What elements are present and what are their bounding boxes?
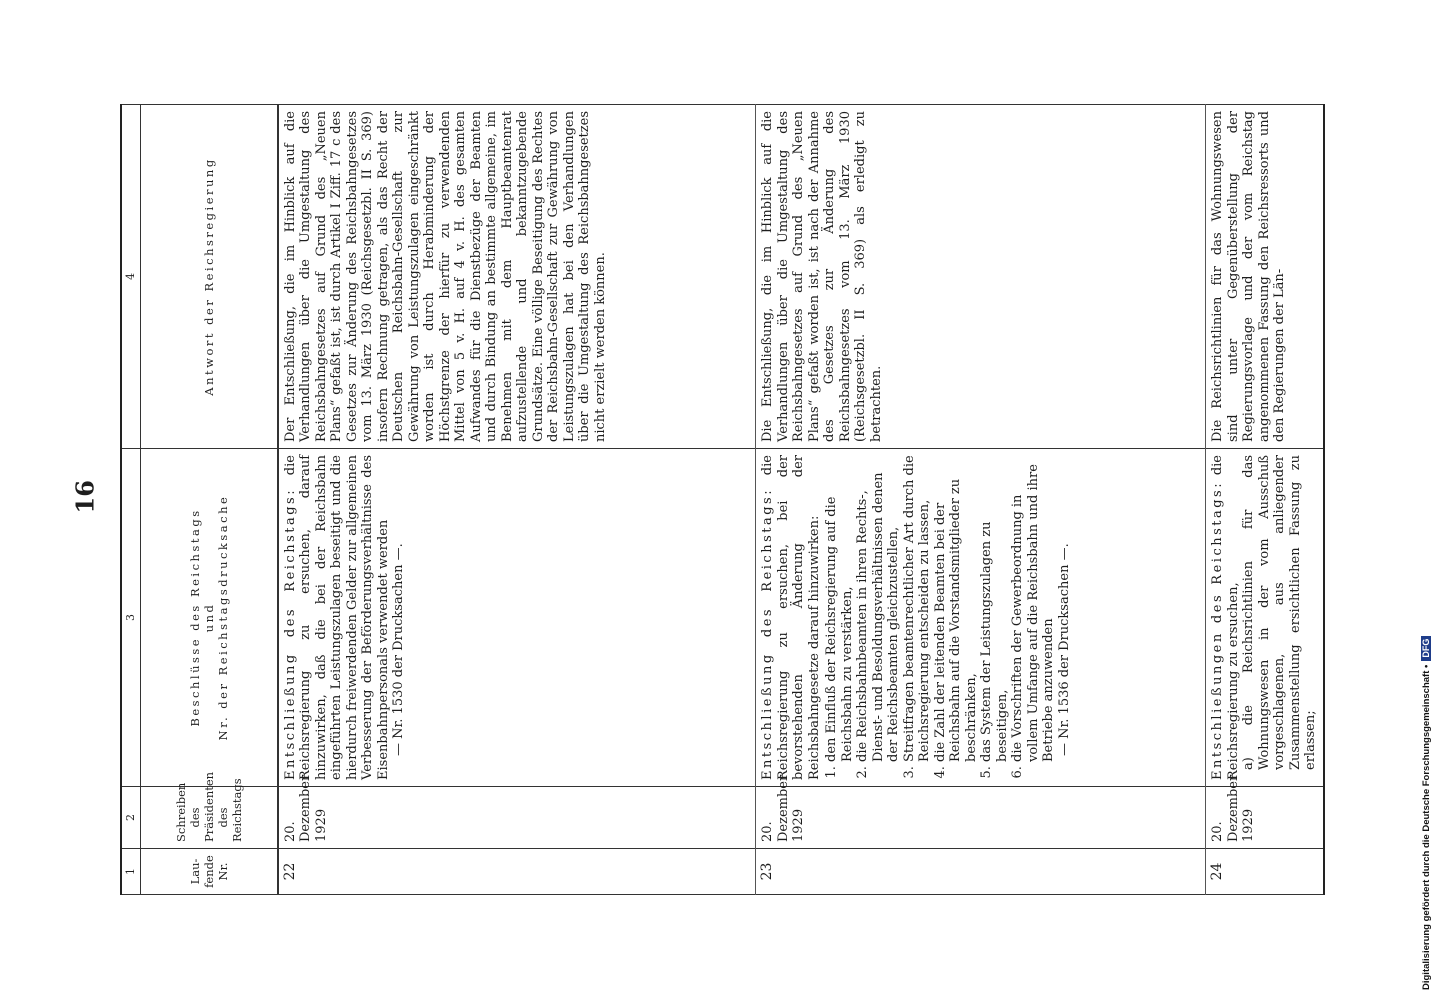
- page-number: 16: [70, 480, 100, 514]
- resolution-subitem: a) die Reichsrichtlinien für das Wohnungswesen in der vom Ausschuß vorgeschlagenen, aus anliegender Zusammenstellung ersichtlichen Fassung zu erlassen;: [1241, 455, 1318, 770]
- list-item: 2. die Reichsbahnbeamten in ihren Rechts-, Dienst- und Besoldungsverhältnissen denen der Reichsbeamten gleichzustellen,: [855, 455, 902, 762]
- answer-text: Der Entschließung, die im Hinblick auf die Verhandlungen über die Umgestaltung des Reichsbahngesetzes auf Grund des „Neuen Plans“ gefaßt ist, ist durch Artikel I Ziff. 17 c des Gesetzes zur Änderung des Reichsbahngesetzes vom 13. März 1930 (Reichsgesetzbl. II S. 369) insofern Rechnung getragen, als das Recht der Deutschen Reichsbahn-Gesellschaft zur Gewährung von Leistungszulagen eingeschränkt worden ist durch Herabminderung der Höchstgrenze der hierfür zu verwendenden Mittel von 5 v. H. auf 4 v. H. des gesamten Aufwandes für die Dienstbezüge der Beamten und durch Bindung an bestimmte allgemeine, im Benehmen mit dem Hauptbeamtenrat aufzustellende und bekanntzugebende Grundsätze. Eine völlige Beseitigung des Rechtes der Reichsbahn-Gesellschaft zur Gewährung von Leistungszulagen hat bei den Verhandlungen über die Umgestaltung des Reichsbahngesetzes nicht erzielt werden können.: [282, 111, 608, 442]
- list-item: 6. die Vorschriften der Gewerbeordnung in vollem Umfange auf die Reichsbahn und ihre Betriebe anzuwenden: [1010, 455, 1057, 762]
- dfg-logo: DFG: [1421, 636, 1431, 661]
- digitization-notice-text-wrap: [1418, 10, 1434, 990]
- answer-text: Die Entschließung, die im Hinblick auf die Verhandlungen über die Umgestaltung des Reichsbahngesetzes auf Grund des „Neuen Plans“ gefaßt worden ist, ist nach der Annahme des Gesetzes zur Änderung des Reichsbahngesetzes vom 13. März 1930 (Reichsgesetzbl. II S. 369) als erledigt zu betrachten.: [760, 111, 884, 442]
- resolution-lead: Entschließung des Reichstags:: [760, 487, 775, 780]
- row-date: 20. Dezember 1929: [756, 787, 1206, 849]
- resolution-lead: Entschließung des Reichstags:: [282, 487, 298, 780]
- resolution-reference: — Nr. 1530 der Drucksachen —.: [391, 543, 406, 756]
- resolution-text: die Reichsregierung zu ersuchen,: [1210, 454, 1241, 780]
- rotated-table-content: [120, 105, 1318, 895]
- list-item: 4. die Zahl der leitenden Beamten bei der Reichsbahn auf die Vorstandsmitglieder zu beschränken,: [933, 455, 980, 762]
- resolution-text: die Reichsregierung zu ersuchen, darauf hinzuwirken, daß die bei der Reichsbahn eingeführten Leistungszulagen beseitigt und die hierdurch freiwerdenden Gelder zur allgemeinen Verbesserung der Beförderungsverhältnisse des Eisenbahnpersonals verwendet werden: [282, 455, 391, 780]
- digitization-notice: [1418, 10, 1434, 990]
- header-beschluesse-line3: Nr. der Reichstagsdrucksache: [215, 494, 230, 741]
- header-laufende-nr: Lau-fende Nr.: [140, 849, 278, 895]
- row-date: 20. Dezember 1929: [278, 787, 756, 849]
- resolution-text: die Reichsregierung zu ersuchen, bei der bevorstehenden Änderung der Reichsbahngesetze darauf hinzuwirken:: [760, 455, 822, 780]
- resolution-lead: Entschließungen des Reichstags:: [1210, 480, 1225, 780]
- row-answer: [756, 105, 1206, 449]
- resolution-reference: — Nr. 1536 der Drucksachen —.: [1056, 543, 1072, 756]
- header-beschluesse-line2: und: [201, 602, 216, 633]
- row-number: 24: [1206, 849, 1324, 895]
- column-number: 2: [121, 787, 140, 849]
- row-resolution: [1206, 449, 1324, 787]
- header-schreiben: Schreiben des Präsidenten des Reichstags: [140, 787, 278, 849]
- rotated-table-stage: [120, 105, 1318, 895]
- row-number: 23: [756, 849, 1206, 895]
- list-item: 1. den Einfluß der Reichsregierung auf die Reichsbahn zu verstärken,: [824, 455, 855, 762]
- column-number: 1: [121, 849, 140, 895]
- row-resolution: [756, 449, 1206, 787]
- row-number: 22: [278, 849, 756, 895]
- answer-text: Die Reichsrichtlinien für das Wohnungswesen sind unter Gegenüberstellung der Regierungsvorlage und der vom Reichstag angenommenen Fassung den Reichsressorts und den Regierungen der Län-: [1210, 111, 1287, 442]
- column-number: 4: [121, 105, 140, 449]
- notice-text: Digitalisierung gefördert durch die Deutsche Forschungsgemeinschaft •: [1420, 664, 1432, 990]
- header-beschluesse-line1: Beschlüsse des Reichstags: [187, 508, 202, 727]
- resolution-item-list: [824, 455, 1057, 780]
- row-resolution: [278, 449, 756, 787]
- table-row-22: [278, 105, 756, 895]
- table-header-row: [140, 105, 278, 895]
- row-date: 20. Dezember 1929: [1206, 787, 1324, 849]
- reichstag-resolutions-table: [120, 104, 1325, 895]
- row-answer: [1206, 105, 1324, 449]
- column-number: 3: [121, 449, 140, 787]
- row-answer: [278, 105, 756, 449]
- header-beschluesse: [140, 449, 278, 787]
- table-row-24: [1206, 105, 1324, 895]
- table-row-23: [756, 105, 1206, 895]
- column-number-row: [121, 105, 140, 895]
- header-antwort: Antwort der Reichsregierung: [140, 105, 278, 449]
- list-item: 5. das System der Leistungszulagen zu beseitigen,: [979, 455, 1010, 762]
- list-item: 3. Streitfragen beamtenrechtlicher Art durch die Reichsregierung entscheiden zu lassen,: [902, 455, 933, 762]
